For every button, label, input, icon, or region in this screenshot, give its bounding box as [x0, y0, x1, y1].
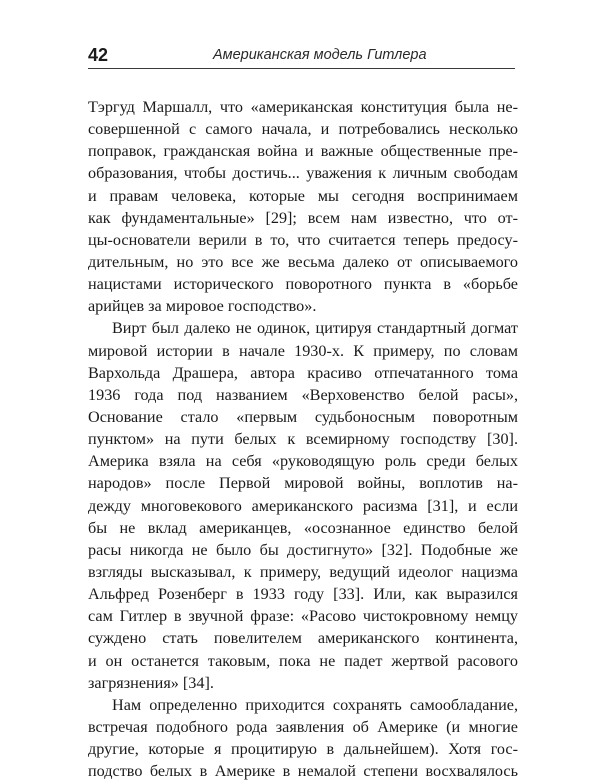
- text-line: Вархольда Драшера, автора красиво отпечатанного тома: [88, 363, 518, 382]
- text-line: Тэргуд Маршалл, что «американская конституция была не-: [88, 98, 518, 116]
- text-line: расы никогда не было бы достигнуто» [32]. Подобные же: [88, 540, 518, 559]
- paragraph-3: [88, 694, 518, 782]
- text-line: 1936 года под названием «Верховенство белой расы»,: [88, 385, 518, 404]
- running-head: [88, 44, 515, 70]
- text-line: пунктом» на пути белых к всемирному господству [30].: [88, 430, 518, 449]
- text-line: взгляды высказывал, к примеру, ведущий идеолог нацизма: [88, 562, 518, 581]
- text-line: цы-основатели верили в то, что считается теперь предосу-: [88, 230, 518, 249]
- text-line: Америка взяла на себя «руководящую роль среди белых: [88, 452, 518, 471]
- text-line: Альфред Розенберг в 1933 году [33]. Или, как выразился: [88, 585, 518, 604]
- text-line: суждено стать повелителем американского континента,: [88, 629, 518, 648]
- text-line: народов» после Первой мировой войны, воплотив на-: [88, 474, 518, 493]
- page-number: 42: [88, 45, 109, 65]
- text-line: другие, которые я процитирую в дальнейшем). Хотя гос-: [88, 740, 518, 759]
- text-line: и правам человека, которые мы сегодня воспринимаем: [88, 186, 518, 205]
- paragraph-1: [88, 96, 518, 317]
- text-line: Нам определенно приходится сохранять самообладание,: [112, 695, 518, 714]
- text-line: встречая подобного рода заявления об Америке (и многие: [88, 717, 518, 736]
- text-line: Основание стало «первым судьбоносным поворотным: [88, 407, 518, 426]
- text-line: сам Гитлер в звучной фразе: «Расово чистокровному немцу: [88, 607, 518, 626]
- text-line: поправок, гражданская война и важные общественные пре-: [88, 142, 518, 161]
- text-line: мировой истории в начале 1930-х. К примеру, по словам: [88, 341, 518, 360]
- text-line: и он останется таковым, пока не падет жертвой расового: [88, 651, 518, 670]
- text-line: совершенной с самого начала, и потребовались несколько: [88, 120, 518, 139]
- text-line: подство белых в Америке в немалой степени восхвалялось: [88, 762, 518, 781]
- text-line: арийцев за мировое господство».: [88, 297, 317, 316]
- text-line: дительным, но это все же весьма далеко от описываемого: [88, 252, 518, 271]
- body-text: [88, 96, 518, 782]
- paragraph-2: [88, 317, 518, 693]
- text-line: нацистами исторического поворотного пункта в «борьбе: [88, 275, 518, 294]
- text-line: как фундаментальные» [29]; всем нам известно, что от-: [88, 208, 518, 227]
- text-line: дежду многовекового американского расизма [31], и если: [88, 496, 518, 515]
- text-line: загрязнения» [34].: [88, 673, 214, 692]
- text-line: Вирт был далеко не одинок, цитируя стандартный догмат: [112, 319, 518, 338]
- header-rule: [88, 68, 515, 69]
- running-title: Американская модель Гитлера: [213, 47, 427, 63]
- text-line: бы не вклад американцев, «осознанное единство белой: [88, 518, 518, 537]
- text-line: образования, чтобы достичь... уважения к личным свободам: [88, 164, 518, 183]
